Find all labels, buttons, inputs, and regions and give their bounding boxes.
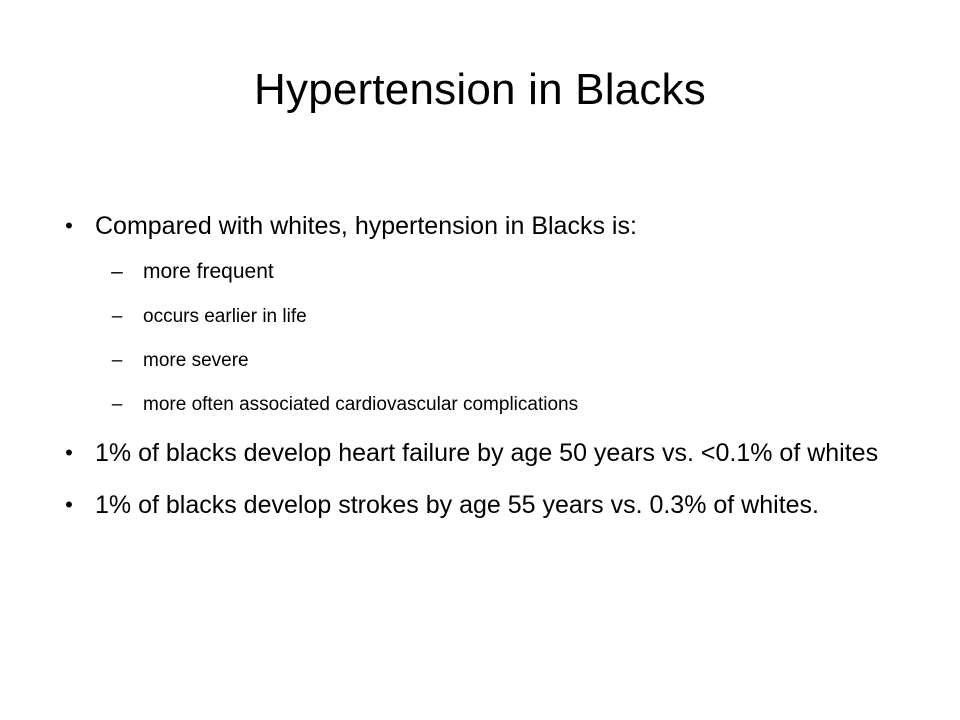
sub-item [95,393,920,417]
sub-item-text: more frequent [143,260,274,283]
slide-title: Hypertension in Blacks [254,65,706,114]
dash-icon: – [111,350,123,371]
sub-list [95,259,920,417]
sub-item [95,305,920,329]
dash-icon: – [111,394,123,415]
bullet-text: 1% of blacks develop heart failure by age 50 years vs. <0.1% of whites [95,439,879,467]
bullet-item [60,210,920,417]
bullet-list [60,210,920,521]
bullet-dot-icon: • [65,213,73,238]
sub-item-text: occurs earlier in life [143,306,307,327]
bullet-item [60,437,920,469]
bullet-text: 1% of blacks develop strokes by age 55 years vs. 0.3% of whites. [95,491,819,519]
bullet-text: Compared with whites, hypertension in Blacks is: [95,212,637,240]
sub-item-text: more often associated cardiovascular complications [143,394,579,415]
dash-icon: – [111,306,123,327]
dash-icon: – [111,260,123,283]
sub-item [95,259,920,285]
bullet-item [60,489,920,521]
sub-item [95,349,920,373]
sub-item-text: more severe [143,350,249,371]
bullet-dot-icon: • [65,492,73,517]
bullet-dot-icon: • [65,440,73,465]
